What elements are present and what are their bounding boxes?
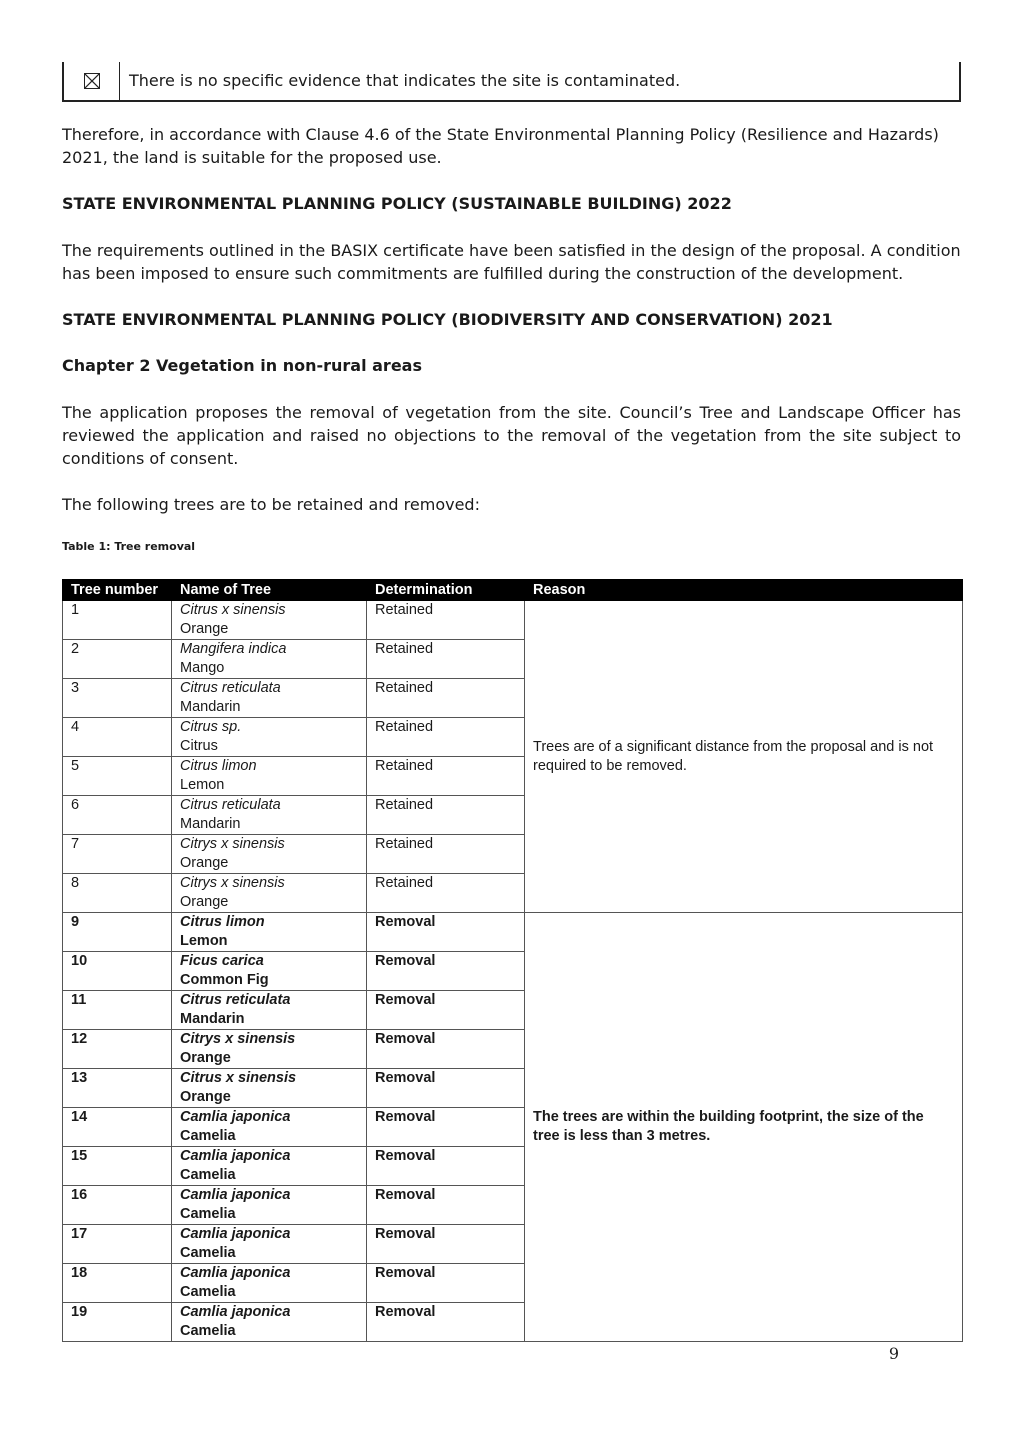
determination-cell: Retained: [367, 874, 525, 913]
tree-name-cell: [172, 1225, 367, 1264]
scientific-name: Citrus x sinensis: [180, 1070, 297, 1086]
scientific-name: Citrys x sinensis: [180, 1031, 296, 1047]
tree-number-cell: 6: [63, 796, 172, 835]
tree-name-cell: [172, 991, 367, 1030]
table-body: [63, 601, 963, 1342]
common-name: Orange: [180, 1050, 231, 1066]
common-name: Camelia: [180, 1323, 236, 1339]
common-name: Camelia: [180, 1245, 236, 1261]
common-name: Mango: [180, 660, 225, 676]
determination-cell: Removal: [367, 952, 525, 991]
tree-number-cell: 13: [63, 1069, 172, 1108]
tree-number-cell: 14: [63, 1108, 172, 1147]
tree-name-cell: [172, 952, 367, 991]
tree-name-cell: [172, 796, 367, 835]
scientific-name: Camlia japonica: [180, 1304, 291, 1320]
reason-removed-cell: The trees are within the building footprint, the size of the tree is less than 3 metres.: [525, 913, 963, 1342]
paragraph-following: The following trees are to be retained and removed:: [62, 495, 480, 514]
common-name: Camelia: [180, 1206, 236, 1222]
common-name: Lemon: [180, 777, 225, 793]
common-name: Orange: [180, 894, 229, 910]
determination-cell: Retained: [367, 718, 525, 757]
tree-name-cell: [172, 718, 367, 757]
tree-number-cell: 16: [63, 1186, 172, 1225]
determination-cell: Removal: [367, 1147, 525, 1186]
tree-name-cell: [172, 835, 367, 874]
common-name: Orange: [180, 621, 229, 637]
common-name: Camelia: [180, 1284, 236, 1300]
determination-cell: Removal: [367, 1225, 525, 1264]
tree-name-cell: [172, 1069, 367, 1108]
evidence-row: [62, 62, 961, 102]
scientific-name: Citrus reticulata: [180, 797, 281, 813]
tree-name-cell: [172, 601, 367, 640]
scientific-name: Ficus carica: [180, 953, 264, 969]
tree-number-cell: 11: [63, 991, 172, 1030]
tree-name-cell: [172, 1108, 367, 1147]
scientific-name: Citrus reticulata: [180, 680, 281, 696]
determination-cell: Removal: [367, 1264, 525, 1303]
tree-name-cell: [172, 1186, 367, 1225]
tree-name-cell: [172, 1147, 367, 1186]
tree-name-cell: [172, 1030, 367, 1069]
scientific-name: Citrus reticulata: [180, 992, 291, 1008]
tree-number-cell: 4: [63, 718, 172, 757]
checkbox-cell: [64, 62, 120, 100]
scientific-name: Camlia japonica: [180, 1187, 291, 1203]
tree-name-cell: [172, 874, 367, 913]
evidence-text: There is no specific evidence that indicates the site is contaminated.: [129, 71, 681, 90]
header-tree-number: Tree number: [63, 580, 172, 601]
common-name: Mandarin: [180, 1011, 245, 1027]
table-header-row: [63, 580, 963, 601]
tree-name-cell: [172, 1303, 367, 1342]
scientific-name: Citrys x sinensis: [180, 836, 285, 852]
tree-number-cell: 7: [63, 835, 172, 874]
determination-cell: Retained: [367, 835, 525, 874]
common-name: Orange: [180, 855, 229, 871]
header-determination: Determination: [367, 580, 525, 601]
tree-number-cell: 8: [63, 874, 172, 913]
tree-removal-table: [62, 579, 963, 1342]
table-row: [63, 913, 963, 952]
tree-number-cell: 17: [63, 1225, 172, 1264]
determination-cell: Retained: [367, 757, 525, 796]
tree-number-cell: 3: [63, 679, 172, 718]
heading-biodiversity: STATE ENVIRONMENTAL PLANNING POLICY (BIODIVERSITY AND CONSERVATION) 2021: [62, 310, 833, 329]
determination-cell: Retained: [367, 640, 525, 679]
header-name-of-tree: Name of Tree: [172, 580, 367, 601]
scientific-name: Citrus limon: [180, 914, 265, 930]
common-name: Camelia: [180, 1167, 236, 1183]
scientific-name: Camlia japonica: [180, 1226, 291, 1242]
determination-cell: Retained: [367, 796, 525, 835]
scientific-name: Citrus limon: [180, 758, 257, 774]
common-name: Camelia: [180, 1128, 236, 1144]
scientific-name: Mangifera indica: [180, 641, 287, 657]
paragraph-basix: The requirements outlined in the BASIX certificate have been satisfied in the design of the proposal. A condition has been imposed to ensure such commitments are fulfilled during the construction of the development.: [62, 241, 961, 283]
tree-number-cell: 5: [63, 757, 172, 796]
paragraph-vegetation: The application proposes the removal of vegetation from the site. Council’s Tree and Landscape Officer has reviewed the application and raised no objections to the removal of the vegetation from the site subject to conditions of consent.: [62, 403, 961, 468]
tree-name-cell: [172, 679, 367, 718]
scientific-name: Citrus x sinensis: [180, 602, 286, 618]
header-reason: Reason: [525, 580, 963, 601]
common-name: Lemon: [180, 933, 228, 949]
determination-cell: Retained: [367, 601, 525, 640]
table-caption: Table 1: Tree removal: [62, 540, 196, 553]
common-name: Mandarin: [180, 816, 241, 832]
tree-name-cell: [172, 913, 367, 952]
scientific-name: Citrys x sinensis: [180, 875, 285, 891]
tree-number-cell: 2: [63, 640, 172, 679]
determination-cell: Removal: [367, 1030, 525, 1069]
common-name: Orange: [180, 1089, 231, 1105]
tree-number-cell: 12: [63, 1030, 172, 1069]
common-name: Citrus: [180, 738, 218, 754]
tree-number-cell: 18: [63, 1264, 172, 1303]
reason-retained-cell: Trees are of a significant distance from the proposal and is not required to be removed.: [525, 601, 963, 913]
paragraph-therefore: Therefore, in accordance with Clause 4.6 of the State Environmental Planning Policy (Resilience and Hazards) 2021, the land is suitable for the proposed use.: [62, 125, 939, 167]
scientific-name: Camlia japonica: [180, 1148, 291, 1164]
tree-name-cell: [172, 1264, 367, 1303]
tree-name-cell: [172, 757, 367, 796]
table-row: [63, 601, 963, 640]
scientific-name: Citrus sp.: [180, 719, 242, 735]
determination-cell: Removal: [367, 1303, 525, 1342]
tree-name-cell: [172, 640, 367, 679]
checked-box-icon[interactable]: [84, 73, 100, 89]
page-number: 9: [888, 1344, 899, 1363]
scientific-name: Camlia japonica: [180, 1265, 291, 1281]
determination-cell: Removal: [367, 991, 525, 1030]
tree-number-cell: 15: [63, 1147, 172, 1186]
scientific-name: Camlia japonica: [180, 1109, 291, 1125]
determination-cell: Retained: [367, 679, 525, 718]
common-name: Common Fig: [180, 972, 269, 988]
tree-number-cell: 9: [63, 913, 172, 952]
common-name: Mandarin: [180, 699, 241, 715]
determination-cell: Removal: [367, 1069, 525, 1108]
heading-sustainable-building: STATE ENVIRONMENTAL PLANNING POLICY (SUSTAINABLE BUILDING) 2022: [62, 194, 732, 213]
tree-number-cell: 10: [63, 952, 172, 991]
determination-cell: Removal: [367, 1186, 525, 1225]
determination-cell: Removal: [367, 1108, 525, 1147]
tree-number-cell: 1: [63, 601, 172, 640]
heading-chapter-2: Chapter 2 Vegetation in non-rural areas: [62, 356, 422, 375]
determination-cell: Removal: [367, 913, 525, 952]
tree-number-cell: 19: [63, 1303, 172, 1342]
